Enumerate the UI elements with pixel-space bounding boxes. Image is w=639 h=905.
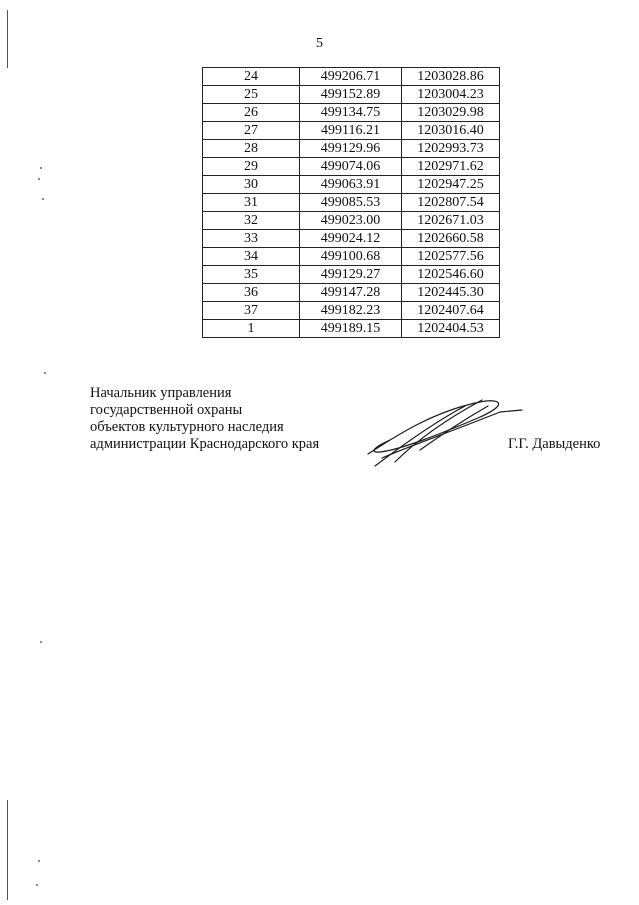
y-coordinate-cell: 1202407.64 [402, 302, 500, 320]
point-number-cell: 31 [203, 194, 300, 212]
x-coordinate-cell: 499116.21 [300, 122, 402, 140]
x-coordinate-cell: 499129.96 [300, 140, 402, 158]
position-line-4: администрации Краснодарского края [90, 436, 320, 452]
y-coordinate-cell: 1203029.98 [402, 104, 500, 122]
scan-artifact [36, 884, 38, 886]
point-number-cell: 34 [203, 248, 300, 266]
x-coordinate-cell: 499134.75 [300, 104, 402, 122]
table-row [203, 122, 500, 140]
y-coordinate-cell: 1203016.40 [402, 122, 500, 140]
signer-name: Г.Г. Давыденко [508, 436, 601, 452]
point-number-cell: 25 [203, 86, 300, 104]
table-row [203, 284, 500, 302]
x-coordinate-cell: 499129.27 [300, 266, 402, 284]
scan-artifact [38, 860, 40, 862]
point-number-cell: 27 [203, 122, 300, 140]
table-row [203, 68, 500, 86]
x-coordinate-cell: 499085.53 [300, 194, 402, 212]
table-row [203, 194, 500, 212]
y-coordinate-cell: 1202807.54 [402, 194, 500, 212]
y-coordinate-cell: 1202660.58 [402, 230, 500, 248]
table-row [203, 248, 500, 266]
point-number-cell: 26 [203, 104, 300, 122]
position-line-3: объектов культурного наследия [90, 419, 284, 435]
scan-artifact [40, 641, 42, 643]
table-row [203, 176, 500, 194]
y-coordinate-cell: 1202404.53 [402, 320, 500, 338]
point-number-cell: 28 [203, 140, 300, 158]
x-coordinate-cell: 499074.06 [300, 158, 402, 176]
x-coordinate-cell: 499189.15 [300, 320, 402, 338]
table-row [203, 230, 500, 248]
table-row [203, 104, 500, 122]
point-number-cell: 24 [203, 68, 300, 86]
point-number-cell: 36 [203, 284, 300, 302]
y-coordinate-cell: 1203004.23 [402, 86, 500, 104]
scan-margin-line-bottom [7, 800, 8, 900]
position-line-2: государственной охраны [90, 402, 243, 418]
coordinates-table [202, 67, 500, 338]
table-row [203, 158, 500, 176]
x-coordinate-cell: 499100.68 [300, 248, 402, 266]
coordinates-table-body [203, 68, 500, 338]
y-coordinate-cell: 1203028.86 [402, 68, 500, 86]
handwritten-signature [360, 392, 525, 470]
point-number-cell: 35 [203, 266, 300, 284]
scan-artifact [40, 167, 42, 169]
x-coordinate-cell: 499182.23 [300, 302, 402, 320]
x-coordinate-cell: 499147.28 [300, 284, 402, 302]
scan-artifact [44, 372, 46, 374]
x-coordinate-cell: 499024.12 [300, 230, 402, 248]
x-coordinate-cell: 499152.89 [300, 86, 402, 104]
point-number-cell: 30 [203, 176, 300, 194]
scan-artifact [38, 178, 40, 180]
table-row [203, 320, 500, 338]
table-row [203, 140, 500, 158]
page-number: 5 [316, 36, 323, 51]
point-number-cell: 32 [203, 212, 300, 230]
scan-margin-line-top [7, 10, 8, 68]
point-number-cell: 37 [203, 302, 300, 320]
table-row [203, 86, 500, 104]
y-coordinate-cell: 1202993.73 [402, 140, 500, 158]
x-coordinate-cell: 499023.00 [300, 212, 402, 230]
y-coordinate-cell: 1202971.62 [402, 158, 500, 176]
x-coordinate-cell: 499206.71 [300, 68, 402, 86]
table-row [203, 212, 500, 230]
point-number-cell: 1 [203, 320, 300, 338]
y-coordinate-cell: 1202445.30 [402, 284, 500, 302]
position-line-1: Начальник управления [90, 385, 232, 401]
signature-block [90, 385, 319, 453]
y-coordinate-cell: 1202671.03 [402, 212, 500, 230]
point-number-cell: 29 [203, 158, 300, 176]
table-row [203, 266, 500, 284]
table-row [203, 302, 500, 320]
y-coordinate-cell: 1202546.60 [402, 266, 500, 284]
x-coordinate-cell: 499063.91 [300, 176, 402, 194]
point-number-cell: 33 [203, 230, 300, 248]
scan-artifact [42, 198, 44, 200]
y-coordinate-cell: 1202577.56 [402, 248, 500, 266]
y-coordinate-cell: 1202947.25 [402, 176, 500, 194]
